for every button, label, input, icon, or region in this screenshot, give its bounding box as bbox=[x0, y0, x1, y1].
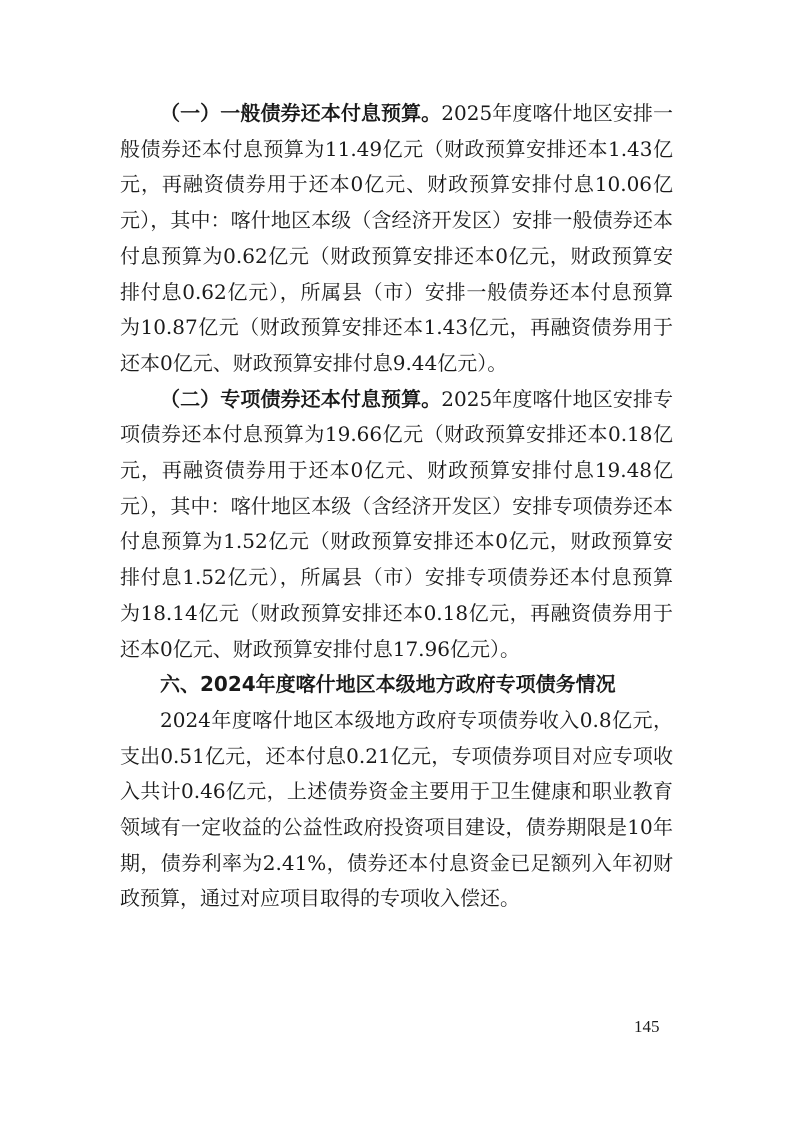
page-number: 145 bbox=[634, 1017, 660, 1036]
special-bond-body: 2025年度喀什地区安排专项债券还本付息预算为19.66亿元（财政预算安排还本0.18亿元，再融资债券用于还本0亿元、财政预算安排付息19.48亿元），其中：喀什地区本级（含经济开发区）安排专项债券还本付息预算为1.52亿元（财政预算安排还本0亿元，财政预算安排付息1.52亿元），所属县（市）安排专项债券还本付息预算为18.14亿元（财政预算安排还本0.18亿元，再融资债券用于还本0亿元、财政预算安排付息17.96亿元）。 bbox=[120, 386, 673, 661]
general-bond-lead: （一）一般债券还本付息预算。 bbox=[160, 101, 442, 125]
document-page bbox=[120, 96, 673, 917]
section-six-paragraph: 2024年度喀什地区本级地方政府专项债券收入0.8亿元，支出0.51亿元，还本付息0.21亿元，专项债券项目对应专项收入共计0.46亿元，上述债券资金主要用于卫生健康和职业教育领域有一定收益的公益性政府投资项目建设，债券期限是10年期，债券利率为2.41%，债券还本付息资金已足额列入年初财政预算，通过对应项目取得的专项收入偿还。 bbox=[120, 707, 673, 911]
section-six-heading: 六、2024年度喀什地区本级地方政府专项债务情况 bbox=[160, 672, 616, 697]
general-bond-body: 2025年度喀什地区安排一般债券还本付息预算为11.49亿元（财政预算安排还本1.43亿元，再融资债券用于还本0亿元、财政预算安排付息10.06亿元），其中：喀什地区本级（含经济开发区）安排一般债券还本付息预算为0.62亿元（财政预算安排还本0亿元，财政预算安排付息0.62亿元），所属县（市）安排一般债券还本付息预算为10.87亿元（财政预算安排还本1.43亿元，再融资债券用于还本0亿元、财政预算安排付息9.44亿元）。 bbox=[120, 101, 673, 375]
special-bond-paragraph bbox=[120, 382, 673, 668]
general-bond-paragraph bbox=[120, 96, 673, 382]
special-bond-lead: （二）专项债券还本付息预算。 bbox=[160, 386, 442, 411]
